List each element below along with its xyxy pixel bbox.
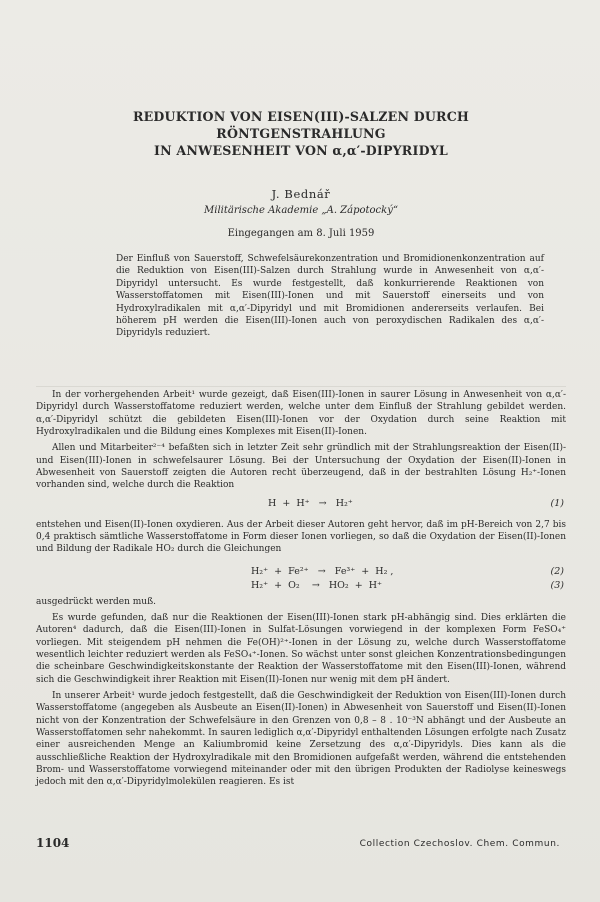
paragraph-1: In der vorhergehenden Arbeit¹ wurde gezeigt, daß Eisen(III)-Ionen in saurer Lösung in Anwesenheit von α,α′-Dipyridyl durch Wasserstoffatome reduziert werden, welche unter dem Einfluß der Strahlung gebildet werden. α,α′-Dipyridyl schützt die gebildeten Eisen(III)-Ionen vor der Oxydation durch seine Reaktion mit Hydroxylradikalen und die Bildung eines Komplexes mit Eisen(II)-Ionen.: [36, 389, 566, 437]
article-title: [46, 108, 556, 159]
paragraph-4: ausgedrückt werden muß.: [36, 596, 156, 607]
page-number: 1104: [36, 836, 70, 850]
title-line-2: IN ANWESENHEIT VON α,α′-DIPYRIDYL: [154, 143, 448, 158]
equation-3: [36, 580, 566, 594]
paragraph-2: Allen und Mitarbeiter²⁻⁴ befaßten sich in letzter Zeit sehr gründlich mit der Strahlungsreaktion der Eisen(II)- und Eisen(III)-Ionen in schwefelsaurer Lösung. Bei der Untersuchung der Oxydation der Eisen(II)-Ionen in Abwesenheit von Sauerstoff zeigten die Autoren recht überzeugend, daß in der bestrahlten Lösung H₂⁺-Ionen vorhanden sind, welche durch die Reaktion: [36, 443, 566, 491]
received-date: Eingegangen am 8. Juli 1959: [227, 228, 375, 239]
equation-3-number: (3): [550, 579, 564, 591]
equation-1-expression: H + H⁺ → H₂⁺: [268, 497, 353, 509]
equation-1-number: (1): [550, 497, 564, 509]
paragraph-6: In unserer Arbeit¹ wurde jedoch festgestellt, daß die Geschwindigkeit der Reduktion von Eisen(III)-Ionen durch Wasserstoffatome (angegeben als Ausbeute an Eisen(II)-Ionen) in Abwesenheit von Sauerstoff und Eisen(II)-Ionen nicht von der Konzentration der Schwefelsäure in den Grenzen von 0,8 – 8 . 10⁻³N abhängt und der Ausbeute an Wasserstoffatomen sehr nahekommt. In sauren lediglich α,α′-Dipyridyl enthaltenden Lösungen erfolgte nach Zusatz einer ausreichenden Menge an Kaliumbromid keine Zersetzung des α,α′-Dipyridyls. Dies kann als die ausschließliche Reaktion der Hydroxylradikale mit den Bromidionen aufgefaßt werden, während die entstehenden Brom- und Wasserstoffatome vorwiegend miteinander oder mit den übrigen Produkten der Radiolyse keineswegs jedoch mit den α,α′-Dipyridylmolekülen reagieren. Es ist: [36, 691, 566, 788]
journal-name: Collection Czechoslov. Chem. Commun.: [359, 839, 560, 849]
page-footer: [36, 836, 560, 852]
article-body: [36, 389, 566, 789]
equation-2: [36, 566, 566, 580]
abstract: Der Einfluß von Sauerstoff, Schwefelsäurekonzentration und Bromidionenkonzentration auf die Reduktion von Eisen(III)-Salzen durch Strahlung wurde in Anwesenheit von α,α′-Dipyridyl untersucht. Es wurde festgestellt, daß konkurrierende Reaktionen von Wasserstoffatomen mit Eisen(III)-Ionen und mit Sauerstoff einerseits und von Hydroxylradikalen mit α,α′-Dipyridyl und mit Bromidionen andererseits verlaufen. Bei höherem pH werden die Eisen(III)-Ionen auch von peroxydischen Radikalen des α,α′-Dipyridyls reduziert.: [116, 254, 544, 339]
equation-2-number: (2): [550, 565, 564, 577]
equation-3-expression: H₂⁺ + O₂ → HO₂ + H⁺: [251, 579, 383, 591]
equation-1: [36, 498, 566, 513]
author-affiliation: Militärische Akademie „A. Zápotocký“: [204, 205, 398, 216]
paragraph-3: entstehen und Eisen(II)-Ionen oxydieren. Aus der Arbeit dieser Autoren geht hervor, daß im pH-Bereich von 2,7 bis 0,4 praktisch sämtliche Wasserstoffatome in Form dieser Ionen vorliegen, so daß die Oxydation der Eisen(II)-Ionen und Bildung der Radikale HO₂ durch die Gleichungen: [36, 519, 566, 555]
equation-block: [36, 566, 566, 594]
title-line-1: REDUKTION VON EISEN(III)-SALZEN DURCH RÖNTGENSTRAHLUNG: [132, 109, 470, 141]
equation-2-expression: H₂⁺ + Fe²⁺ → Fe³⁺ + H₂ ,: [251, 565, 394, 577]
author-name: J. Bednář: [271, 187, 331, 201]
section-divider: [36, 386, 566, 387]
paragraph-5: Es wurde gefunden, daß nur die Reaktionen der Eisen(III)-Ionen stark pH-abhängig sind. Dies erklärten die Autoren⁴ dadurch, daß die Eisen(III)-Ionen in Sulfat-Lösungen vorwiegend in der komplexen Form FeSO₄⁺ vorliegen. Mit steigendem pH nehmen die Fe(OH)²⁺-Ionen in der Lösung zu, welche durch Wasserstoffatome wesentlich leichter reduziert werden als FeSO₄⁺-Ionen. So wächst unter sonst gleichen Konzentrationsbedingungen die scheinbare Geschwindigkeitskonstante der Reaktion der Wasserstoffatome mit den Eisen(III)-Ionen, während sich die Geschwindigkeit ihrer Reaktion mit Eisen(II)-Ionen nur wenig mit dem pH ändert.: [36, 612, 566, 685]
